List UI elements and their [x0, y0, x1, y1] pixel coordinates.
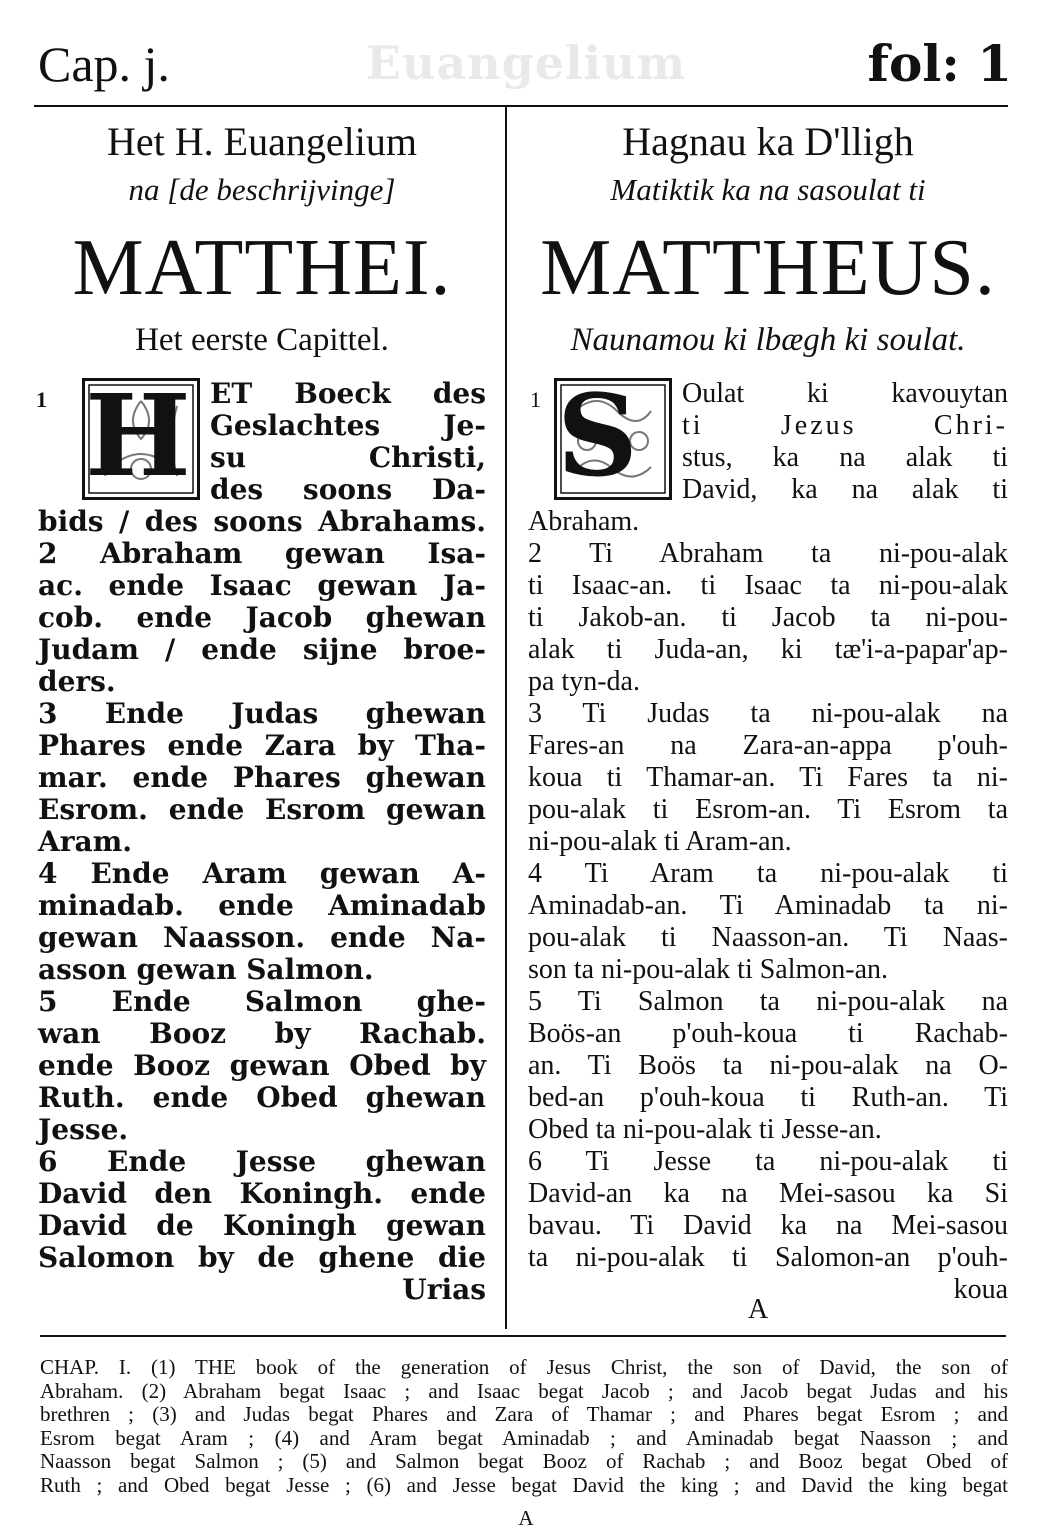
siraya-line: 5 Ti Salmon ta ni-pou-alak na [528, 986, 1008, 1017]
dutch-line: 6 Ende Jesse ghewan [38, 1145, 486, 1178]
dutch-text [36, 371, 486, 1306]
dutch-line: 3 Ende Judas ghewan [38, 697, 486, 730]
siraya-line: ti Jezus Chri- [682, 410, 1008, 441]
siraya-line: ti Jakob-an. ti Jacob ta ni-pou- [528, 602, 1008, 633]
siraya-line: David-an ka na Mei-sasou ka Si [528, 1178, 1008, 1209]
siraya-line: pa tyn-da. [528, 666, 640, 697]
dutch-verse-number: 1 [36, 387, 47, 412]
dutch-line: Salomon by de ghene die [38, 1241, 486, 1274]
top-rule [34, 105, 1008, 107]
siraya-line: koua ti Thamar-an. Ti Fares ta ni- [528, 762, 1008, 793]
dutch-catchword: Urias [402, 1273, 486, 1306]
siraya-line: bed-an p'ouh-koua ti Ruth-an. Ti [528, 1082, 1008, 1113]
siraya-heading: Hagnau ka D'lligh [622, 119, 914, 164]
siraya-line: Aminadab-an. Ti Aminadab ta ni- [528, 890, 1008, 921]
siraya-line: ni-pou-alak ti Aram-an. [528, 826, 792, 857]
footnote-line: Abraham. (2) Abraham begat Isaac ; and Isaac begat Jacob ; and Jacob begat Judas and his [40, 1378, 1008, 1403]
dutch-line: minadab. ende Aminadab [38, 889, 486, 922]
siraya-line: Obed ta ni-pou-alak ti Jesse-an. [528, 1114, 882, 1145]
dutch-line: bids / des soons Abrahams. [38, 505, 486, 538]
column-divider [505, 106, 507, 1329]
dutch-line: ET Boeck des [210, 377, 486, 410]
footnote-line: Ruth ; and Obed begat Jesse ; (6) and Jesse begat David the king ; and David the king begat [40, 1472, 1008, 1497]
siraya-line: an. Ti Boös ta ni-pou-alak na O- [528, 1050, 1008, 1081]
running-head-folio: fol: 1 [867, 34, 1012, 93]
siraya-line: 2 Ti Abraham ta ni-pou-alak [528, 538, 1008, 569]
dutch-drop-cap [82, 371, 200, 502]
siraya-line: pou-alak ti Naasson-an. Ti Naas- [528, 922, 1008, 953]
siraya-line: 6 Ti Jesse ta ni-pou-alak ti [528, 1146, 1008, 1177]
siraya-line: 4 Ti Aram ta ni-pou-alak ti [528, 858, 1008, 889]
dutch-line: Judam / ende sijne broe- [38, 633, 486, 666]
footnote-signature: A [518, 1506, 534, 1530]
dutch-line: Esrom. ende Esrom gewan [38, 793, 486, 826]
siraya-line: David, ka na alak ti [682, 474, 1008, 505]
siraya-line: ta ni-pou-alak ti Salomon-an p'ouh- [528, 1242, 1008, 1273]
siraya-line: bavau. Ti David ka na Mei-sasou [528, 1210, 1008, 1241]
dutch-line: gewan Naasson. ende Na- [38, 921, 486, 954]
footnote-line: CHAP. I. (1) THE book of the generation of Jesus Christ, the son of David, the son of [40, 1355, 1008, 1379]
siraya-line: stus, ka na alak ti [682, 442, 1008, 473]
dutch-line: Geslachtes Je- [210, 409, 486, 442]
siraya-subheading: Matiktik ka na sasoulat ti [610, 172, 926, 207]
dutch-line: ders. [38, 665, 116, 698]
siraya-catchword: koua [953, 1274, 1008, 1305]
dutch-line: wan Booz by Rachab. [38, 1017, 486, 1050]
siraya-line: Fares-an na Zara-an-appa p'ouh- [528, 730, 1008, 761]
dutch-line: David de Koningh gewan [38, 1209, 486, 1242]
dutch-line: ac. ende Isaac gewan Ja- [38, 569, 486, 602]
siraya-drop-cap [554, 371, 672, 502]
page-signature: A [748, 1294, 769, 1325]
dutch-line: Phares ende Zara by Tha- [38, 729, 486, 762]
dutch-column [38, 110, 486, 1306]
dutch-subheading: na [de beschrijvinge] [128, 172, 396, 207]
siraya-verse-number: 1 [530, 387, 541, 412]
dutch-line: 5 Ende Salmon ghe- [38, 985, 486, 1018]
dutch-drop-cap-letter: H [85, 371, 191, 502]
dutch-line: ende Booz gewan Obed by [38, 1049, 486, 1082]
dutch-line: Aram. [38, 825, 132, 858]
bleed-through-text: Euangelium [365, 36, 687, 90]
siraya-line: pou-alak ti Esrom-an. Ti Esrom ta [528, 794, 1008, 825]
siraya-line: alak ti Juda-an, ki tæ'i-a-papar'ap- [528, 634, 1008, 665]
dutch-line: Ruth. ende Obed ghewan [38, 1081, 486, 1114]
dutch-line: 4 Ende Aram gewan A- [38, 857, 486, 890]
siraya-chapter-heading: Naunamou ki lbægh ki soulat. [570, 322, 966, 358]
dutch-chapter-heading: Het eerste Capittel. [135, 322, 389, 358]
dutch-line: Jesse. [38, 1113, 129, 1146]
siraya-line: Boös-an p'ouh-koua ti Rachab- [528, 1018, 1008, 1049]
dutch-line: mar. ende Phares ghewan [38, 761, 486, 794]
siraya-line: Abraham. [528, 506, 640, 537]
dutch-heading: Het H. Euangelium [107, 119, 417, 164]
dutch-book-title: MATTHEI. [72, 224, 452, 312]
siraya-line: son ta ni-pou-alak ti Salmon-an. [528, 954, 889, 985]
footnote-line: Esrom begat Aram ; (4) and Aram begat Aminadab ; and Aminadab begat Naasson ; and [40, 1425, 1008, 1450]
dutch-line: asson gewan Salmon. [38, 953, 374, 986]
siraya-line: 3 Ti Judas ta ni-pou-alak na [528, 698, 1008, 729]
footnote-line: brethren ; (3) and Judas begat Phares and Zara of Thamar ; and Phares begat Esrom ; and [40, 1402, 1008, 1427]
english-translation-footnote [40, 1356, 1008, 1498]
dutch-line: su Christi, [210, 441, 486, 474]
dutch-line: David den Koningh. ende [38, 1177, 486, 1210]
siraya-book-title: MATTHEUS. [540, 224, 996, 312]
siraya-line: Oulat ki kavouytan [682, 378, 1008, 409]
footnote-line: Naasson begat Salmon ; (5) and Salmon begat Booz of Rachab ; and Booz begat Obed of [40, 1449, 1008, 1474]
footnote-rule [40, 1335, 1006, 1337]
dutch-line: 2 Abraham gewan Isa- [38, 537, 486, 570]
siraya-column [528, 110, 1008, 1306]
siraya-text [528, 371, 1008, 1306]
dutch-line: des soons Da- [210, 473, 486, 506]
siraya-line: ti Isaac-an. ti Isaac ta ni-pou-alak [528, 570, 1008, 601]
siraya-drop-cap-letter: S [557, 371, 638, 502]
dutch-line: cob. ende Jacob ghewan [38, 601, 486, 634]
running-head-chapter: Cap. j. [38, 36, 170, 92]
